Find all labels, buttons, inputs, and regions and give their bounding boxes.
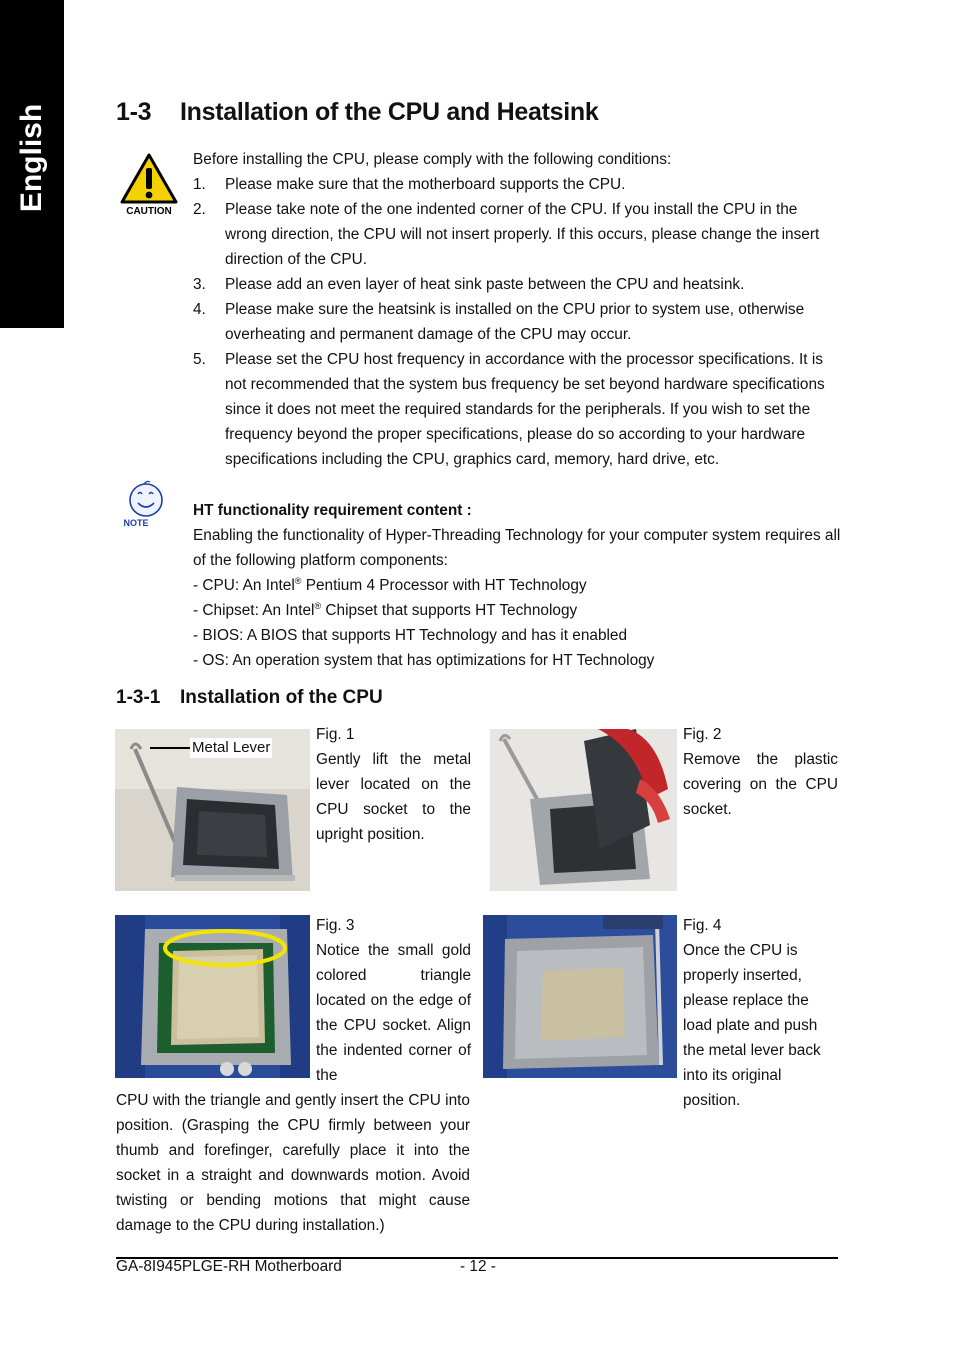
list-item: 1. Please make sure that the motherboard supports the CPU. [193,176,626,193]
fig2-caption [683,722,838,822]
caution-intro: Before installing the CPU, please comply with the following conditions: [193,151,672,168]
list-item: 2. Please take note of the one indented corner of the CPU. If you install the CPU in the wrong direction, the CPU will not insert properly. If this occurs, please change the insert direction of the CPU. [193,201,820,268]
fig4-caption [683,913,838,1113]
section-title: Installation of the CPU and Heatsink [180,98,599,126]
fig3-continuation: CPU with the triangle and gently insert the CPU into position. (Grasping the CPU firmly between your thumb and forefinger, carefully place it into the socket in a straight and downwards motion. Avoid twisting or bending motions that might cause damage to the CPU during installation.) [116,1092,470,1234]
section-heading [116,98,598,127]
list-item: 4. Please make sure the heatsink is installed on the CPU prior to system use, otherwise overheating and permanent damage of the CPU may occur. [193,301,805,343]
fig3-caption [316,913,471,1088]
fig4-photo [483,915,677,1078]
fig4-text: Once the CPU is properly inserted, please replace the load plate and push the metal lever back into its original position. [683,942,821,1109]
section-number: 1-3 [116,98,152,126]
caution-icon-label: CAUTION [126,206,172,217]
fig2-photo [490,729,677,891]
subsection-number: 1-3-1 [116,687,161,708]
list-item: 3. Please add an even layer of heat sink paste between the CPU and heatsink. [193,276,745,293]
subsection-heading [116,687,383,709]
callout-line [150,747,190,749]
caution-icon [118,152,180,218]
caution-block [193,147,843,472]
metal-lever-callout: Metal Lever [192,739,271,756]
note-block [193,498,843,673]
language-tab-label: English [15,103,48,213]
fig1-caption [316,722,471,847]
fig1-label: Fig. 1 [316,726,355,743]
list-item: 5. Please set the CPU host frequency in accordance with the processor specifications. It is not recommended that the system bus frequency be set beyond hardware specifications since it does not meet the required standards for the peripherals. If you wish to set the frequency beyond the proper specifications, please do so according to your hardware specifications including the CPU, graphics card, memory, hard drive, etc. [193,351,825,468]
caution-list [193,172,843,472]
note-chipset: - Chipset: An Intel® Chipset that supports HT Technology [193,600,578,619]
language-tab [0,0,64,328]
note-body: Enabling the functionality of Hyper-Threading Technology for your computer system requires all of the following platform components: [193,527,841,569]
fig3-label: Fig. 3 [316,917,355,934]
fig2-text: Remove the plastic covering on the CPU socket. [683,751,838,818]
note-heading: HT functionality requirement content : [193,502,472,519]
fig3-photo [115,915,310,1078]
fig2-label: Fig. 2 [683,726,722,743]
fig3-text: Notice the small gold colored triangle located on the edge of the CPU socket. Align the indented corner of the [316,942,471,1084]
note-bios: - BIOS: A BIOS that supports HT Technology and has it enabled [193,627,628,644]
subsection-title: Installation of the CPU [180,687,383,708]
fig1-text: Gently lift the metal lever located on the CPU socket to the upright position. [316,751,471,843]
note-icon-label: NOTE [123,518,149,528]
footer-model: GA-8I945PLGE-RH Motherboard [116,1258,342,1275]
fig4-label: Fig. 4 [683,917,722,934]
page-number: - 12 - [460,1258,496,1275]
note-icon [116,478,166,530]
note-os: - OS: An operation system that has optimizations for HT Technology [193,652,655,669]
note-cpu: - CPU: An Intel® Pentium 4 Processor with HT Technology [193,575,587,594]
